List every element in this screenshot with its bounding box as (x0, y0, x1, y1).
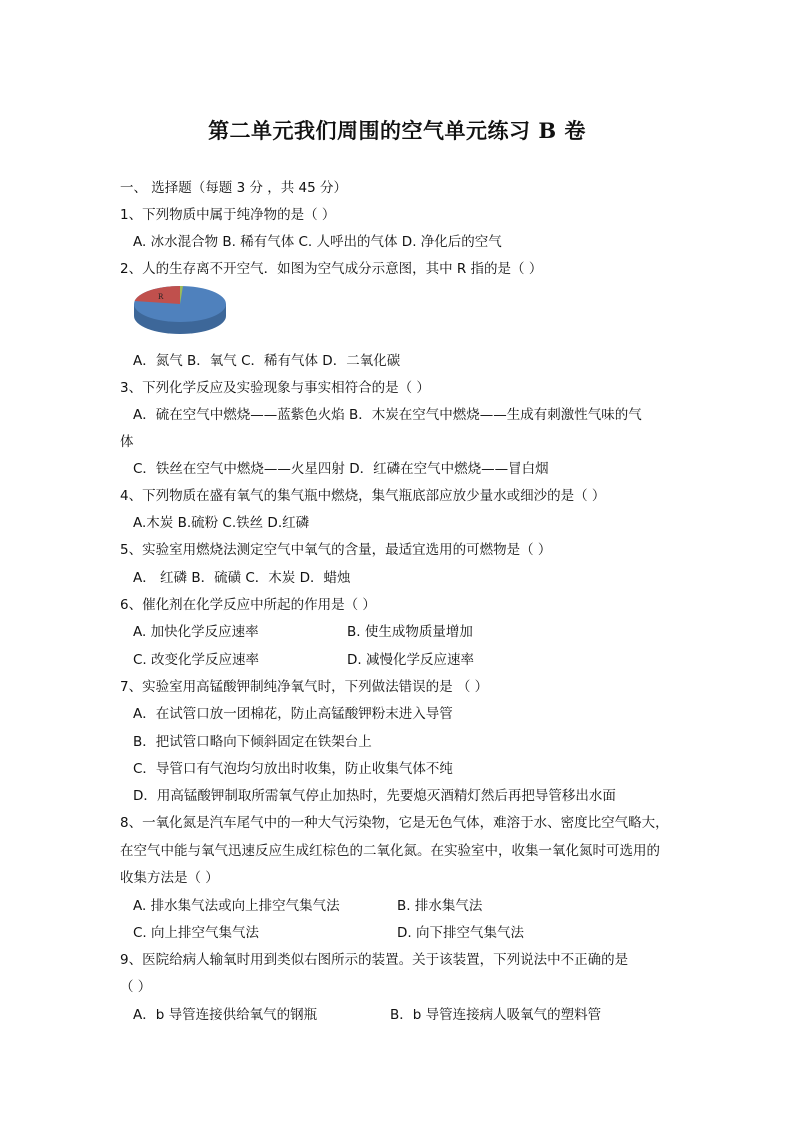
question-3-stem: 3、下列化学反应及实验现象与事实相符合的是（ ） (120, 380, 430, 396)
question-6-stem: 6、催化剂在化学反应中所起的作用是（ ） (120, 597, 376, 613)
question-7-stem: 7、实验室用高锰酸钾制纯净氧气时，下列做法错误的是 （ ） (120, 679, 489, 695)
question-9-stem-line-1: 9、医院给病人输氧时用到类似右图所示的装置。关于该装置，下列说法中不正确的是 (120, 952, 629, 968)
question-9-option-a: A．b 导管连接供给氧气的钢瓶 (133, 1007, 318, 1023)
section-heading: 一、 选择题（每题 3 分 ，共 45 分） (120, 180, 348, 196)
question-7-option-b: B．把试管口略向下倾斜固定在铁架台上 (133, 734, 372, 750)
question-5-stem: 5、实验室用燃烧法测定空气中氧气的含量，最适宜选用的可燃物是（ ） (120, 542, 552, 558)
question-5-options: A． 红磷 B．硫磺 C．木炭 D．蜡烛 (133, 570, 351, 586)
question-4-options: A.木炭 B.硫粉 C.铁丝 D.红磷 (133, 515, 310, 531)
question-1-options: A. 冰水混合物 B. 稀有气体 C. 人呼出的气体 D. 净化后的空气 (133, 234, 502, 250)
question-9-option-b: B．b 导管连接病人吸氧气的塑料管 (390, 1007, 602, 1023)
question-8-option-d: D. 向下排空气集气法 (397, 925, 524, 941)
question-8-option-c: C. 向上排空气集气法 (133, 925, 260, 941)
question-2-stem: 2、人的生存离不开空气．如图为空气成分示意图，其中 R 指的是（ ） (120, 261, 543, 277)
question-2-options: A．氮气 B．氧气 C．稀有气体 D．二氧化碳 (133, 353, 401, 369)
pie-label-r: R (158, 293, 164, 301)
question-6-option-d: D. 减慢化学反应速率 (347, 652, 474, 668)
question-1-stem: 1、下列物质中属于纯净物的是（ ） (120, 207, 336, 223)
question-7-option-d: D．用高锰酸钾制取所需氧气停止加热时，先要熄灭酒精灯然后再把导管移出水面 (133, 788, 616, 804)
air-composition-pie-chart (130, 284, 230, 342)
question-8-stem-line-1: 8、一氧化氮是汽车尾气中的一种大气污染物，它是无色气体，难溶于水、密度比空气略大， (120, 815, 669, 831)
question-9-stem-line-2: （ ） (120, 979, 152, 995)
question-7-option-c: C．导管口有气泡均匀放出时收集，防止收集气体不纯 (133, 761, 453, 777)
question-4-stem: 4、下列物质在盛有氧气的集气瓶中燃烧，集气瓶底部应放少量水或细沙的是（ ） (120, 488, 606, 504)
question-3-options-ab-continued: 体 (120, 434, 134, 450)
question-8-stem-line-2: 在空气中能与氧气迅速反应生成红棕色的二氧化氮。在实验室中，收集一氧化氮时可选用的 (120, 843, 660, 859)
question-6-option-c: C. 改变化学反应速率 (133, 652, 260, 668)
question-8-option-b: B. 排水集气法 (397, 898, 483, 914)
question-8-option-a: A. 排水集气法或向上排空气集气法 (133, 898, 340, 914)
question-8-stem-line-3: 收集方法是（ ） (120, 870, 219, 886)
question-6-option-b: B. 使生成物质量增加 (347, 624, 473, 640)
question-3-options-ab: A．硫在空气中燃烧——蓝紫色火焰 B．木炭在空气中燃烧——生成有刺激性气味的气 (133, 407, 642, 423)
question-3-options-cd: C．铁丝在空气中燃烧——火星四射 D．红磷在空气中燃烧——冒白烟 (133, 461, 549, 477)
question-6-option-a: A. 加快化学反应速率 (133, 624, 259, 640)
question-7-option-a: A．在试管口放一团棉花，防止高锰酸钾粉末进入导管 (133, 706, 453, 722)
page-title: 第二单元我们周围的空气单元练习 B 卷 (208, 118, 586, 143)
